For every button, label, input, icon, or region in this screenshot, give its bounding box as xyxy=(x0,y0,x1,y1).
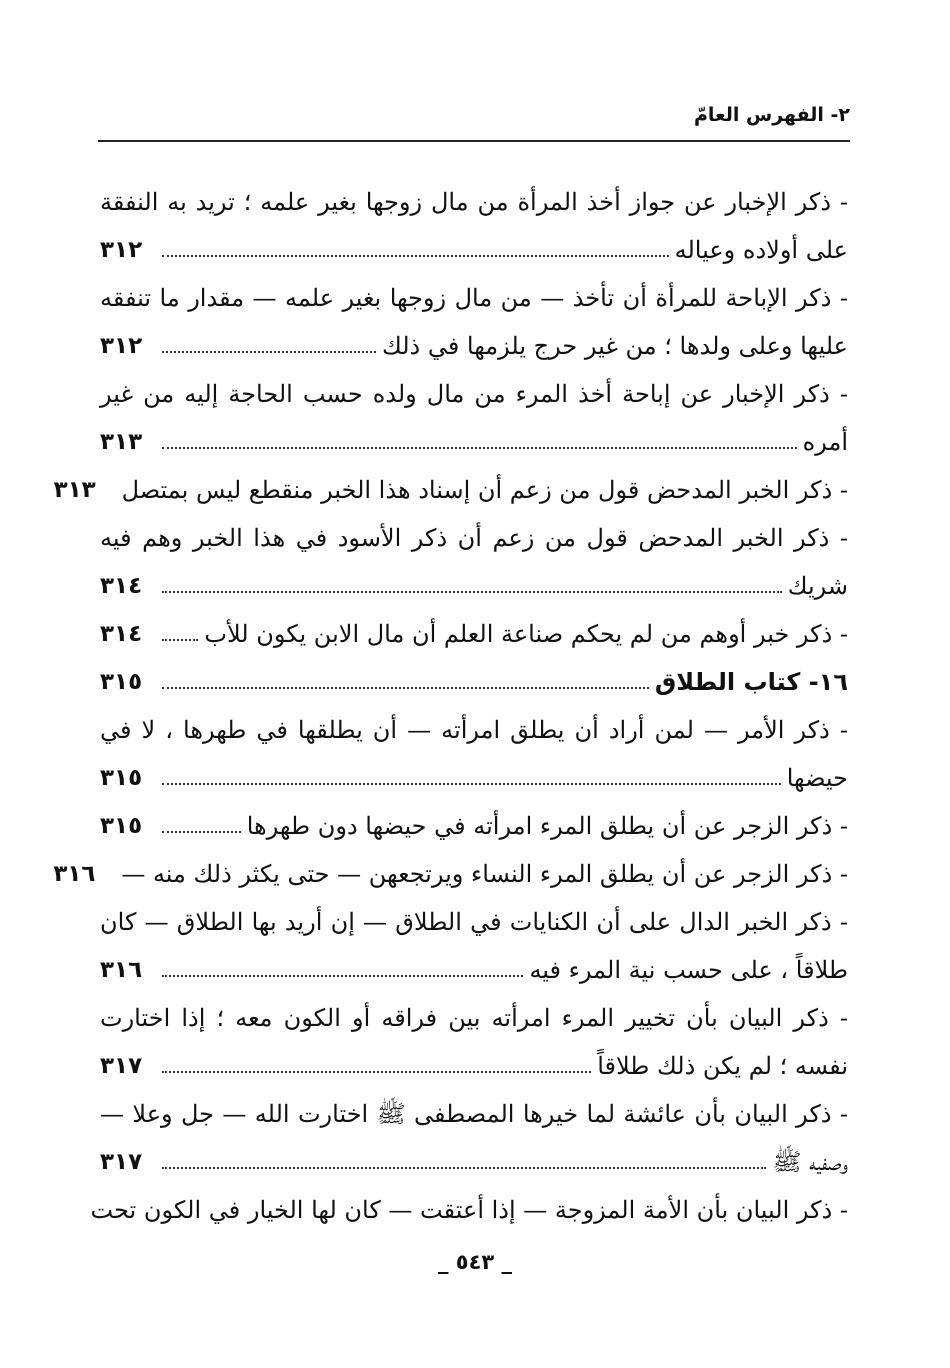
entry-line xyxy=(100,1138,848,1186)
dot-leader xyxy=(162,591,782,593)
entry-line xyxy=(100,418,848,466)
entry-line xyxy=(100,1090,848,1138)
entry-text: - ذكر البيان بأن عائشة لما خيرها المصطفى ﷺ اختارت الله — جل وعلا — xyxy=(100,1100,848,1128)
entry-line xyxy=(100,706,848,754)
index-entry xyxy=(100,178,848,274)
entry-page-number: ٣١٢ xyxy=(100,237,143,263)
entry-line xyxy=(100,802,848,850)
entry-line xyxy=(100,1042,848,1090)
entry-line xyxy=(53,466,848,514)
dot-leader xyxy=(162,639,198,641)
entry-page-number: ٣١٣ xyxy=(100,429,143,455)
entry-text: - ذكر خبر أوهم من لم يحكم صناعة العلم أن مال الابن يكون للأب xyxy=(204,620,848,648)
entry-line xyxy=(100,898,848,946)
entry-line xyxy=(100,946,848,994)
dot-leader xyxy=(162,783,781,785)
page-number: _ ٥٤٣ _ xyxy=(437,1250,513,1274)
entry-page-number: ٣١٢ xyxy=(100,333,143,359)
entry-line xyxy=(100,562,848,610)
dot-leader xyxy=(162,351,376,353)
running-header: ٢- الفهرس العامّ xyxy=(693,104,850,126)
entry-line xyxy=(100,178,848,226)
index-entry xyxy=(90,1186,848,1234)
entry-line xyxy=(100,994,848,1042)
entry-line xyxy=(100,322,848,370)
index-entry xyxy=(100,994,848,1090)
entry-line xyxy=(53,850,848,898)
entry-text: حيضها xyxy=(786,764,848,792)
index-entry xyxy=(100,802,848,850)
entry-page-number: ٣١٤ xyxy=(100,573,143,599)
index-entries xyxy=(53,178,848,1234)
entry-text: وصفيه ﷺ xyxy=(772,1148,848,1176)
entry-line xyxy=(100,658,848,706)
entry-text: - ذكر الخبر الدال على أن الكنايات في الطلاق — إن أريد بها الطلاق — كان xyxy=(100,908,848,936)
entry-line xyxy=(100,274,848,322)
entry-page-number: ٣١٦ xyxy=(100,957,143,983)
entry-text: - ذكر الخبر المدحض قول من زعم أن إسناد هذا الخبر منقطع ليس بمتصل xyxy=(121,476,848,504)
entry-page-number: ٣١٥ xyxy=(100,669,143,695)
dot-leader xyxy=(162,975,523,977)
entry-line xyxy=(100,370,848,418)
entry-text: - ذكر الأمر — لمن أراد أن يطلق امرأته — أن يطلقها في طهرها ، لا في xyxy=(100,716,848,744)
entry-page-number: ٣١٣ xyxy=(53,477,96,503)
dot-leader xyxy=(162,255,669,257)
entry-text: - ذكر الخبر المدحض قول من زعم أن ذكر الأسود في هذا الخبر وهم فيه xyxy=(100,524,848,552)
index-entry xyxy=(100,706,848,802)
entry-text: - ذكر البيان بأن تخيير المرء امرأته بين فراقه أو الكون معه ؛ إذا اختارت xyxy=(100,1004,848,1032)
index-entry xyxy=(53,850,848,898)
entry-text: - ذكر الإخبار عن إباحة أخذ المرء من مال ولده حسب الحاجة إليه من غير xyxy=(100,380,848,408)
entry-page-number: ٣١٧ xyxy=(100,1053,143,1079)
index-entry xyxy=(53,466,848,514)
section-title: ١٦- كتاب الطلاق xyxy=(654,668,848,696)
index-entry xyxy=(100,274,848,370)
dot-leader xyxy=(162,1167,766,1169)
dot-leader xyxy=(162,687,649,689)
entry-page-number: ٣١٥ xyxy=(100,765,143,791)
entry-text: - ذكر الزجر عن أن يطلق المرء امرأته في حيضها دون طهرها xyxy=(246,812,848,840)
entry-line xyxy=(100,610,848,658)
index-entry xyxy=(100,514,848,610)
dot-leader xyxy=(162,447,797,449)
entry-text: - ذكر الإباحة للمرأة أن تأخذ — من مال زوجها بغير علمه — مقدار ما تنفقه xyxy=(100,284,848,312)
entry-text: طلاقاً ، على حسب نية المرء فيه xyxy=(529,956,848,984)
entry-text: - ذكر البيان بأن الأمة المزوجة — إذا أعتقت — كان لها الخيار في الكون تحت xyxy=(90,1196,848,1224)
section-heading-entry xyxy=(100,658,848,706)
entry-text: نفسه ؛ لم يكن ذلك طلاقاً xyxy=(597,1052,848,1080)
entry-text: - ذكر الإخبار عن جواز أخذ المرأة من مال زوجها بغير علمه ؛ تريد به النفقة xyxy=(100,188,848,216)
entry-page-number: ٣١٥ xyxy=(100,813,143,839)
entry-text: شريك xyxy=(787,572,848,600)
entry-line xyxy=(100,514,848,562)
entry-page-number: ٣١٦ xyxy=(53,861,96,887)
index-entry xyxy=(100,898,848,994)
index-entry xyxy=(100,1090,848,1186)
entry-text: أمره xyxy=(802,428,848,456)
entry-line xyxy=(100,754,848,802)
entry-text: - ذكر الزجر عن أن يطلق المرء النساء ويرتجعهن — حتى يكثر ذلك منه — xyxy=(121,860,848,888)
dot-leader xyxy=(162,1071,591,1073)
dot-leader xyxy=(162,831,241,833)
entry-line xyxy=(100,226,848,274)
entry-page-number: ٣١٧ xyxy=(100,1149,143,1175)
header-rule xyxy=(98,140,850,142)
index-entry xyxy=(100,610,848,658)
entry-line xyxy=(90,1186,848,1234)
index-entry xyxy=(100,370,848,466)
entry-page-number: ٣١٤ xyxy=(100,621,143,647)
entry-text: على أولاده وعياله xyxy=(674,236,848,264)
entry-text: عليها وعلى ولدها ؛ من غير حرج يلزمها في ذلك xyxy=(381,332,848,360)
